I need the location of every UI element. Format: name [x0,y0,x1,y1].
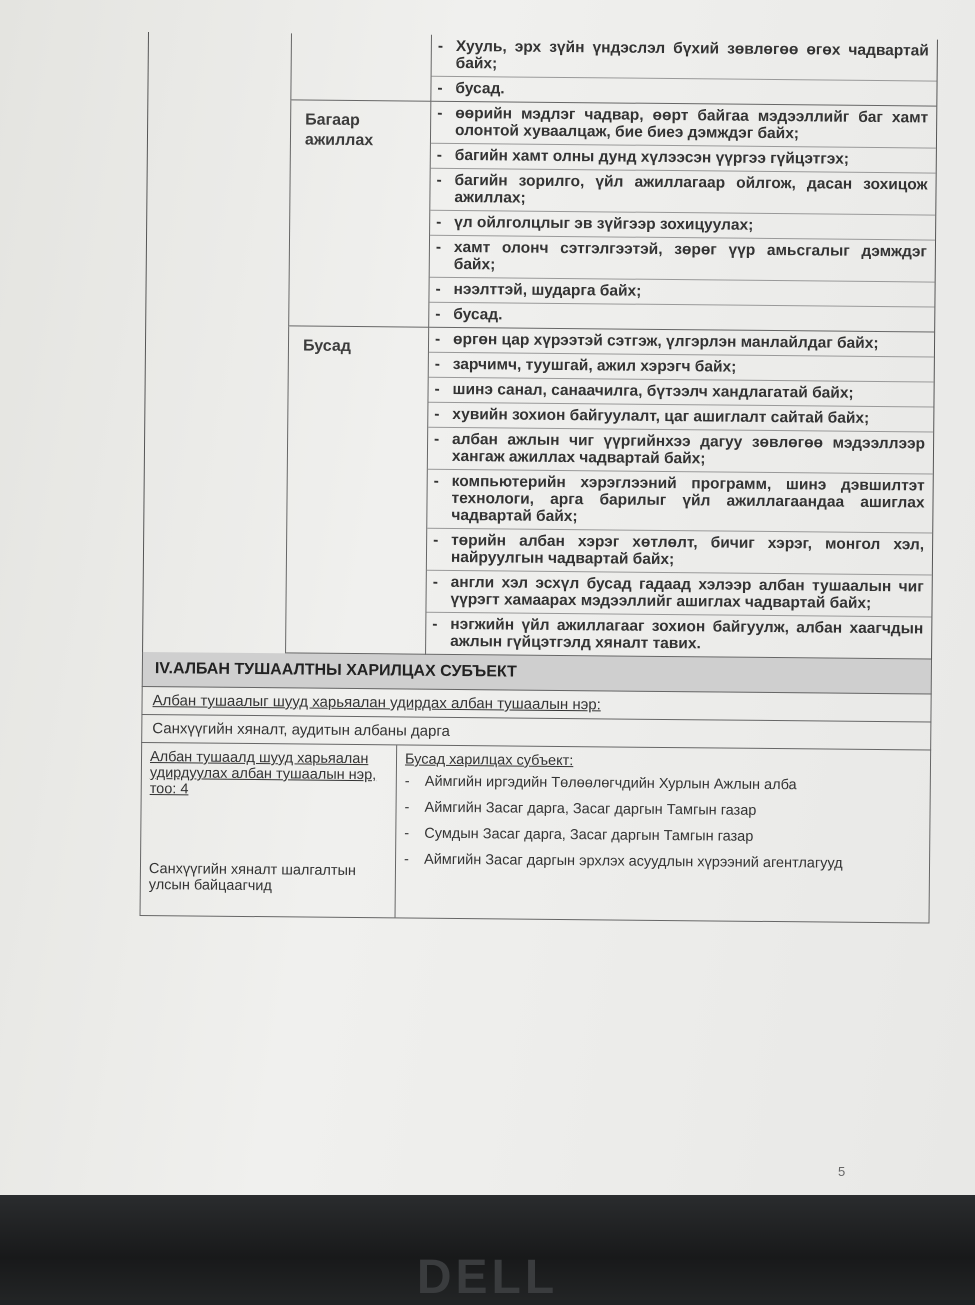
dash-marker: - [437,37,444,55]
bullet-text: зарчимч, туушгай, ажил хэрэгч байх; [452,355,737,376]
relations-table [140,743,932,924]
bullet-text: өөрийн мэдлэг чадвар, өөрт байгаа мэдээллийг баг хамт олонтой хуваалцаж, бие биеэ дэмждэг байх; [454,104,929,143]
dash-marker: - [432,573,438,591]
competency-bullets [426,328,934,660]
competency-bullets [429,102,936,333]
bullet-text: төрийн албан хэрэг хөтлөлт, бичиг хэрэг, монгол хэл, найруулгын чадвартай байх; [450,531,925,569]
direct-superior-label: Албан тушаалыг шууд харьяалан удирдах албан тушаалын нэр: [152,692,601,714]
competency-label: Багаар ажиллах [289,100,431,327]
blank-cell [143,325,289,653]
other-subject-text: Аймгийн Засаг дарга, Засаг даргын Тамгын газар [424,799,757,819]
bullet-item [431,102,936,149]
bullet-text: багийн хамт олны дунд хүлээсэн үүргээ гүйцэтгэх; [454,146,849,168]
subordinates-value: Санхүүгийн хяналт шалгалтын улсын байцаагчид [148,861,357,895]
dash-marker: - [403,851,409,868]
subordinates-label: Албан тушаалд шууд харьяалан удирдуулах албан тушаалын нэр, тоо: 4 [149,749,377,798]
bullet-text: багийн зорилго, үйл ажиллагаар ойлгож, дасан зохицож ажиллах; [454,171,928,207]
other-subject-text: Аймгийн Засаг даргын эрхлэх асуудлын хүрээний агентлагууд [423,851,843,872]
competency-label: Бусад [286,326,429,654]
bullet-text: хамт олонч сэтгэлгээтэй, зөрөг үүр амьсгалыг дэмждэг байх; [453,238,928,274]
bullet-text: бусад. [453,305,503,324]
other-subject-text: Сумдын Засаг дарга, Засаг даргын Тамгын газар [424,825,754,845]
dash-marker: - [434,330,441,348]
bullet-text: албан ажлын чиг үүргийнхээ дагуу зөвлөгөө мэдээллээр хангаж ажиллах чадвартай байх; [451,430,926,468]
blank-cell [146,99,291,326]
dash-marker: - [435,305,441,323]
dash-marker: - [434,430,440,448]
dash-marker: - [436,146,443,164]
bullet-item [428,428,933,475]
other-subject-item [404,851,921,872]
competency-bullets [431,35,937,107]
bullet-text: бусад. [455,79,505,98]
other-subject-item [404,825,921,846]
bullet-item [430,169,935,216]
bullet-text: англи хэл эсхүл бусад гадаад хэлээр албан тушаалын чиг үүрэгт хамаарах мэдээллийг ашиглах чадвартай байх; [450,573,924,612]
dash-marker: - [433,472,439,490]
section-header: IV.АЛБАН ТУШААЛТНЫ ХАРИЛЦАХ СУБЪЕКТ [142,652,932,695]
dash-marker: - [435,280,441,298]
dash-marker: - [437,79,443,97]
dash-marker: - [404,773,410,790]
other-subject-item [405,774,922,795]
other-subjects-list [404,774,922,873]
competency-table [142,32,938,660]
bullet-text: үл ойлголцлыг эв зүйгээр зохицуулах; [454,213,754,234]
dash-marker: - [432,615,438,633]
subordinates-cell [141,743,398,917]
dash-marker: - [434,355,441,373]
bullet-item [426,571,931,618]
dash-marker: - [404,825,410,842]
other-subjects-cell [396,745,931,922]
bullet-text: Хууль, эрх зүйн үндэслэл бүхий зөвлөгөө өгөх чадвартай байх; [455,37,929,73]
bullet-item [431,77,936,106]
monitor-logo: DELL [416,1251,559,1304]
other-subjects-label: Бусад харилцах субъект: [404,751,574,770]
page-number: 5 [838,1164,846,1179]
bullet-text: нээлттэй, шударга байх; [453,280,642,300]
bullet-item [432,35,937,82]
bullet-text: компьютерийн хэрэглээний программ, шинэ дэвшилтэт технологи, арга барилыг үйл ажиллагаандаа ашиглах чадвартай байх; [451,472,925,526]
dash-marker: - [435,238,442,256]
dash-marker: - [404,799,410,816]
dash-marker: - [434,380,440,398]
dash-marker: - [436,171,442,189]
dash-marker: - [433,531,439,549]
competency-label [291,33,432,101]
bullet-item [427,529,932,576]
bullet-item [426,613,931,659]
dash-marker: - [436,213,442,231]
bullet-item [430,236,935,283]
bullet-text: шинэ санал, санаачилга, бүтээлч хандлагатай байх; [452,380,854,402]
direct-superior-value: Санхүүгийн хяналт, аудитын албаны дарга [141,715,931,751]
dash-marker: - [434,405,440,423]
document-body [140,32,938,924]
blank-cell [148,32,292,100]
bullet-item [429,303,934,332]
other-subject-text: Аймгийн иргэдийн Төлөөлөгчдийн Хурлын Ажлын алба [424,773,797,794]
bullet-text: хувийн зохион байгуулалт, цаг ашиглалт сайтай байх; [452,405,870,427]
dash-marker: - [437,104,443,122]
bullet-item [427,470,933,534]
other-subject-item [404,799,921,820]
bullet-text: нэгжийн үйл ажиллагааг зохион байгуулж, албан хаагчдын ажлын гүйцэтгэлд хяналт тавих. [450,615,924,653]
bullet-text: өргөн цар хүрээтэй сэтгэж, үлгэрлэн манлайлдаг байх; [452,330,879,353]
